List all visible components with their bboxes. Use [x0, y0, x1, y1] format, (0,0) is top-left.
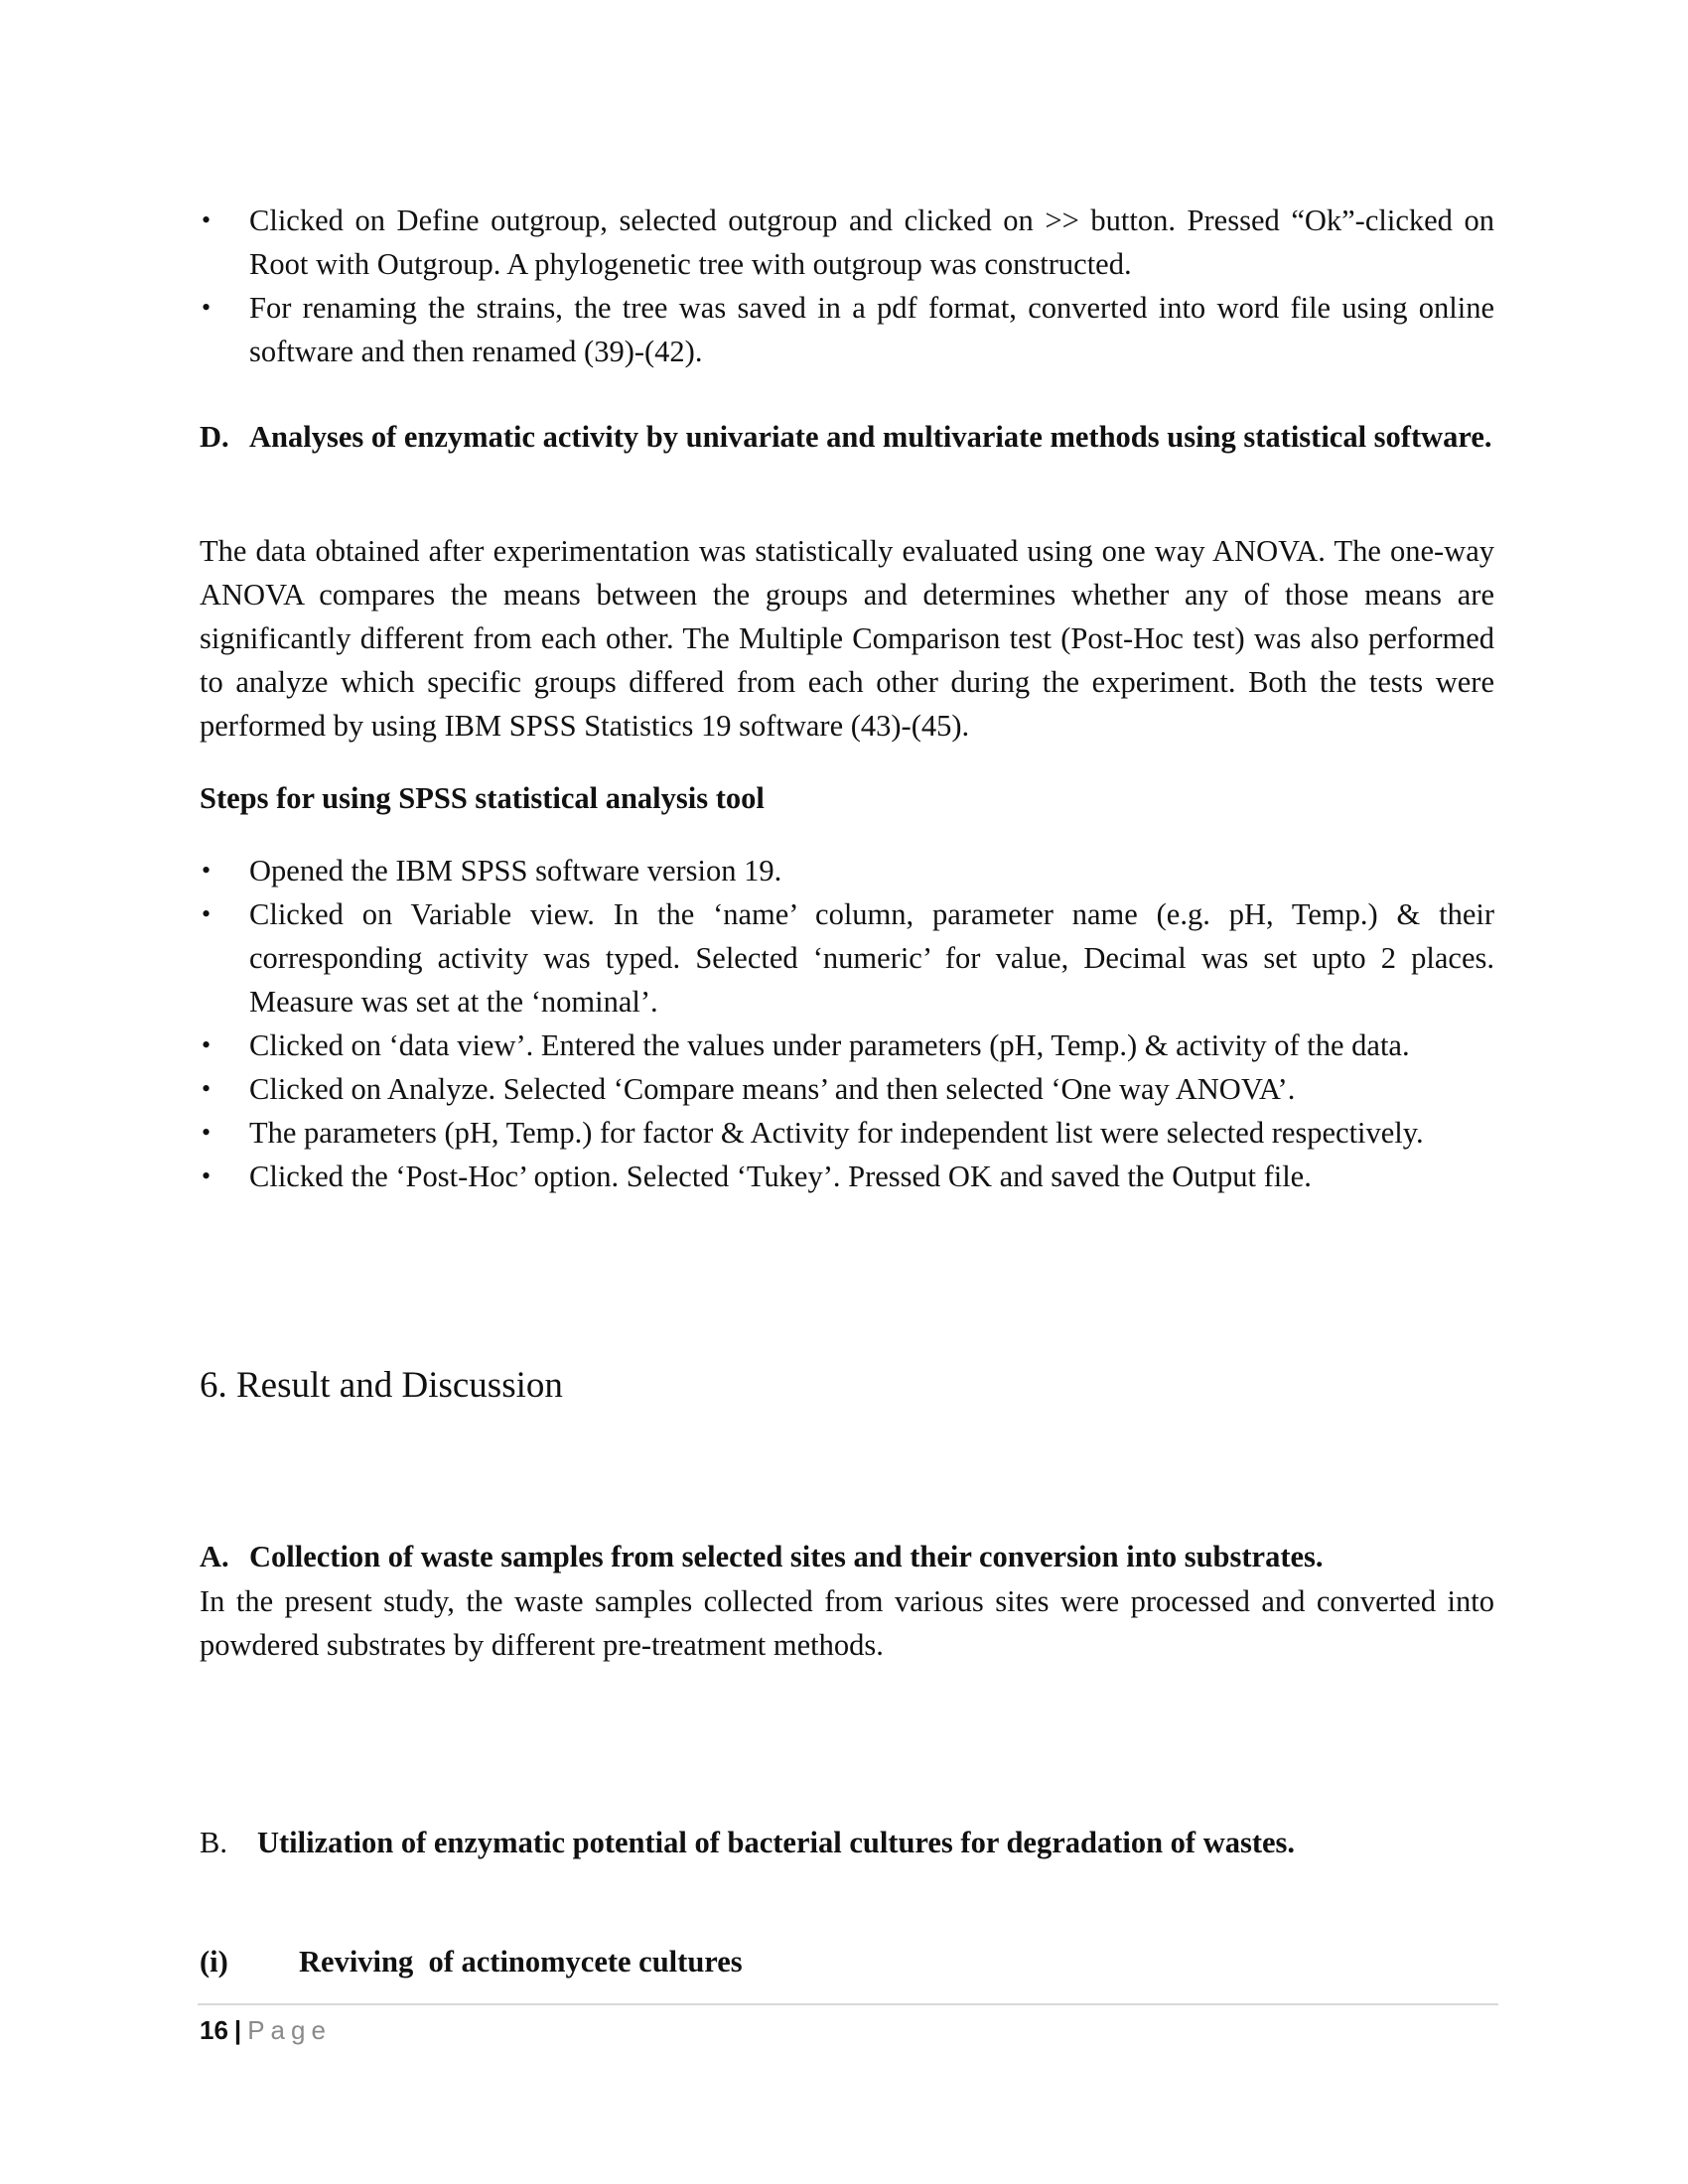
list-item — [200, 849, 1494, 892]
section-heading-text: Utilization of enzymatic potential of bacterial cultures for degradation of wastes. — [257, 1826, 1296, 1859]
top-bullet-list — [200, 199, 1494, 373]
list-item — [200, 1024, 1494, 1067]
footer-separator: | — [233, 2015, 242, 2045]
section-heading-text: Analyses of enzymatic activity by univariate and multivariate methods using statistical software. — [249, 420, 1492, 454]
footer-divider — [198, 2003, 1498, 2005]
list-item — [200, 1067, 1494, 1111]
section-d-heading — [200, 415, 1544, 459]
section-heading-text: Reviving of actinomycete cultures — [299, 1945, 743, 1979]
bullet-icon: • — [202, 856, 211, 885]
section-letter: B. — [200, 1826, 227, 1859]
steps-heading: Steps for using SPSS statistical analysis tool — [200, 781, 765, 815]
list-item-text: Clicked on Analyze. Selected ‘Compare means’ and then selected ‘One way ANOVA’. — [249, 1072, 1296, 1106]
subsection-a-paragraph: In the present study, the waste samples collected from various sites were processed and converted into powdered substrates by different pre-treatment methods. — [200, 1584, 1494, 1662]
subsection-b-heading — [200, 1821, 1544, 1864]
list-item-text: Clicked on Variable view. In the ‘name’ column, parameter name (e.g. pH, Temp.) & their corresponding activity was typed. Selected ‘numeric’ for value, Decimal was set upto 2 places. Measure was set at the ‘nominal’. — [249, 897, 1494, 1019]
list-item — [200, 286, 1494, 373]
bullet-icon: • — [202, 899, 211, 928]
subsection-number: (i) — [200, 1945, 228, 1979]
bullet-icon: • — [202, 1118, 211, 1147]
list-item — [200, 1111, 1494, 1155]
list-item-text: Clicked on ‘data view’. Entered the values under parameters (pH, Temp.) & activity of the data. — [249, 1028, 1410, 1062]
subsection-i-heading — [200, 1940, 1594, 1983]
list-item-text: Clicked the ‘Post-Hoc’ option. Selected ‘Tukey’. Pressed OK and saved the Output file. — [249, 1160, 1312, 1193]
section-letter: D. — [200, 420, 229, 454]
list-item-text: For renaming the strains, the tree was saved in a pdf format, converted into word file using online software and then renamed (39)-(42). — [249, 291, 1494, 368]
bullet-icon: • — [202, 1074, 211, 1103]
bullet-icon: • — [202, 293, 211, 322]
list-item-text: Clicked on Define outgroup, selected outgroup and clicked on >> button. Pressed “Ok”-clicked on Root with Outgroup. A phylogenetic tree with outgroup was constructed. — [249, 204, 1494, 281]
list-item-text: Opened the IBM SPSS software version 19. — [249, 854, 782, 887]
section-heading-text: Collection of waste samples from selected sites and their conversion into substrates. — [249, 1540, 1324, 1573]
section-letter: A. — [200, 1540, 229, 1573]
bullet-icon: • — [202, 1161, 211, 1190]
spss-steps-list — [200, 849, 1494, 1198]
list-item — [200, 892, 1494, 1024]
section-d-paragraph: The data obtained after experimentation was statistically evaluated using one way ANOVA. The one-way ANOVA compares the means between the groups and determines whether any of those means are significantly different from each other. The Multiple Comparison test (Post-Hoc test) was also performed to analyze which specific groups differed from each other during the experiment. Both the tests were performed by using IBM SPSS Statistics 19 software (43)-(45). — [200, 534, 1494, 743]
page-number: 16 — [200, 2015, 228, 2045]
list-item — [200, 1155, 1494, 1198]
bullet-icon: • — [202, 1030, 211, 1059]
list-item — [200, 199, 1494, 286]
page-label: Page — [247, 2015, 332, 2045]
section-title: 6. Result and Discussion — [200, 1365, 563, 1406]
list-item-text: The parameters (pH, Temp.) for factor & Activity for independent list were selected respectively. — [249, 1116, 1424, 1150]
subsection-a-heading — [200, 1535, 1544, 1578]
page-footer — [200, 2012, 332, 2048]
bullet-icon: • — [202, 205, 211, 234]
